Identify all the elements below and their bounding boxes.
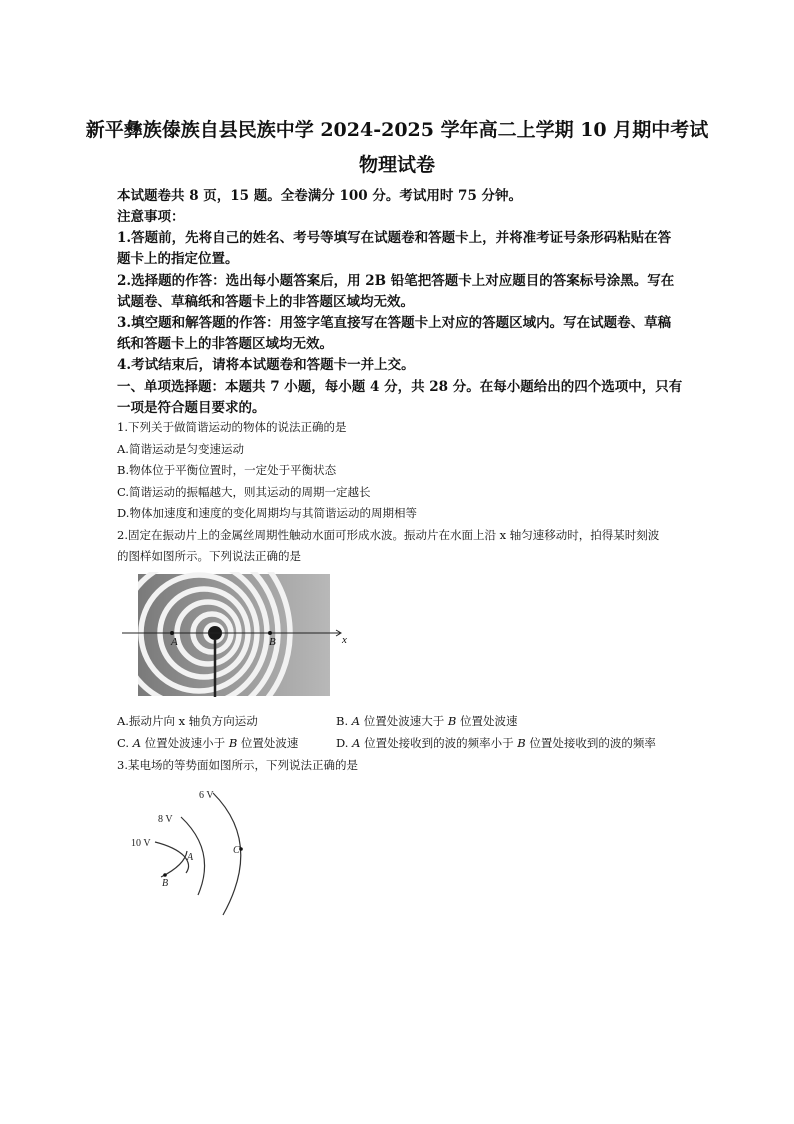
notice-2-line-1: 2.选择题的作答：选出每小题答案后，用 2B 铅笔把答题卡上对应题目的答案标号涂黑。写在 [117,273,675,289]
exam-title: 新平彝族傣族自县民族中学 2024-2025 学年高二上学期 10 月期中考试 [85,119,709,141]
fig-label-b: B [269,636,276,648]
label-b: B [162,878,169,889]
q2-stem-line-2: 的图样如图所示。下列说法正确的是 [117,549,301,563]
q1-option-b: B.物体位于平衡位置时，一定处于平衡状态 [117,463,337,477]
label-a: A [187,852,194,863]
point-c-dot [239,847,243,851]
subject-title: 物理试卷 [358,154,435,176]
q3-equipotential-figure [125,783,265,923]
point-a-dot [170,631,174,635]
q1-option-d: D.物体加速度和速度的变化周期均与其简谐运动的周期相等 [117,506,417,520]
q2-wave-figure [118,572,353,697]
label-c: C [233,845,240,856]
point-b-dot [163,873,167,877]
point-b-dot [268,631,272,635]
section-1-heading-line-2: 一项是符合题目要求的。 [117,400,266,416]
notice-3-line-1: 3.填空题和解答题的作答：用签字笔直接写在答题卡上对应的答题区域内。写在试题卷、草稿 [117,315,672,331]
notice-1-line-1: 1.答题前，先将自己的姓名、考号等填写在试题卷和答题卡上，并将准考证号条形码粘贴在答 [117,230,672,246]
fig-label-x: x [342,634,347,646]
section-1-heading-line-1: 一、单项选择题：本题共 7 小题，每小题 4 分，共 28 分。在每小题给出的四个选项中，只有 [117,379,683,395]
label-10v: 10 V [131,838,151,849]
notice-4: 4.考试结束后，请将本试题卷和答题卡一并上交。 [117,357,415,373]
q1-option-a: A.简谐运动是匀变速运动 [117,442,244,456]
label-8v: 8 V [158,814,173,825]
notice-heading: 注意事项： [117,209,185,225]
label-6v: 6 V [199,790,214,801]
notice-3-line-2: 纸和答题卡上的非答题区域均无效。 [117,336,333,352]
q1-stem: 1.下列关于做简谐运动的物体的说法正确的是 [117,420,347,434]
exam-summary: 本试题卷共 8 页，15 题。全卷满分 100 分。考试用时 75 分钟。 [117,188,523,204]
fig-label-a: A [171,636,178,648]
notice-2-line-2: 试题卷、草稿纸和答题卡上的非答题区域均无效。 [117,294,414,310]
q2-stem-line-1: 2.固定在振动片上的金属丝周期性触动水面可形成水波。振动片在水面上沿 x 轴匀速移动时，拍得某时刻波 [117,528,660,542]
q2-option-a: A.振动片向 x 轴负方向运动 [117,714,258,728]
q2-option-b: B. A 位置处波速大于 B 位置处波速 [336,714,518,728]
q3-stem: 3.某电场的等势面如图所示，下列说法正确的是 [117,758,358,772]
q2-option-c: C. A 位置处波速小于 B 位置处波速 [117,736,299,750]
q1-option-c: C.简谐运动的振幅越大，则其运动的周期一定越长 [117,485,371,499]
equipotential-10v [155,842,189,873]
q2-option-d: D. A 位置处接收到的波的频率小于 B 位置处接收到的波的频率 [336,736,656,750]
notice-1-line-2: 题卡上的指定位置。 [117,251,239,267]
